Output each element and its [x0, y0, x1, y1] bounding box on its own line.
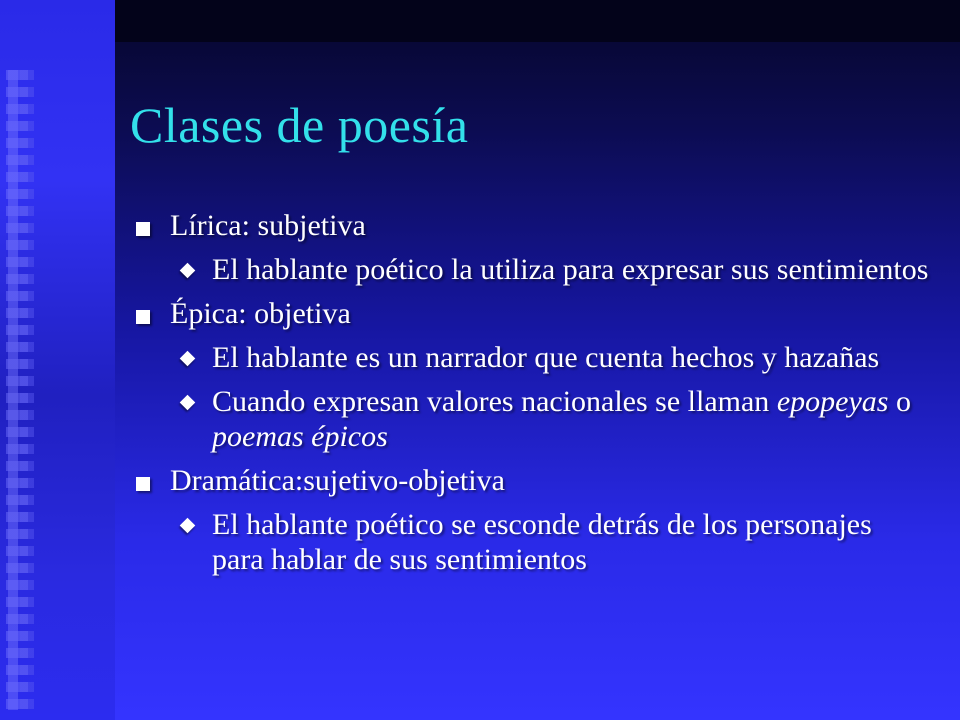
square-bullet-icon: [136, 310, 150, 324]
top-band: [115, 0, 960, 42]
sub-bullet-text-mid: o: [888, 385, 911, 418]
sub-bullet-text: El hablante poético se esconde detrás de los personajes para hablar de sus sentimientos: [212, 508, 872, 576]
decorative-squares-secondary: [20, 70, 34, 710]
sub-bullet-item: [130, 384, 930, 454]
diamond-bullet-icon: [180, 263, 196, 279]
bullet-label: Lírica: subjetiva: [170, 209, 366, 242]
sub-bullet-item: [130, 507, 930, 577]
diamond-bullet-icon: [180, 395, 196, 411]
sub-bullet-item: [130, 340, 930, 375]
diamond-bullet-icon: [180, 518, 196, 534]
diamond-bullet-icon: [180, 351, 196, 367]
left-decorative-strip: [0, 0, 115, 720]
slide-title: Clases de poesía: [130, 97, 469, 153]
sub-bullet-text-pre: Cuando expresan valores nacionales se llaman: [212, 385, 777, 418]
bullet-label: Dramática:sujetivo-objetiva: [170, 464, 505, 497]
emphasis-epopeyas: epopeyas: [776, 385, 889, 418]
bullet-list: [130, 208, 930, 586]
sub-bullet-text: El hablante es un narrador que cuenta hechos y hazañas: [212, 341, 880, 374]
bullet-label: Épica: objetiva: [170, 297, 351, 330]
square-bullet-icon: [136, 477, 150, 491]
bullet-item-lirica: [130, 208, 930, 243]
sub-bullet-item: [130, 252, 930, 287]
square-bullet-icon: [136, 222, 150, 236]
bullet-item-epica: [130, 296, 930, 331]
emphasis-poemas-epicos: poemas épicos: [212, 420, 388, 453]
sub-bullet-text: El hablante poético la utiliza para expresar sus sentimientos: [212, 253, 929, 286]
bullet-item-dramatica: [130, 463, 930, 498]
